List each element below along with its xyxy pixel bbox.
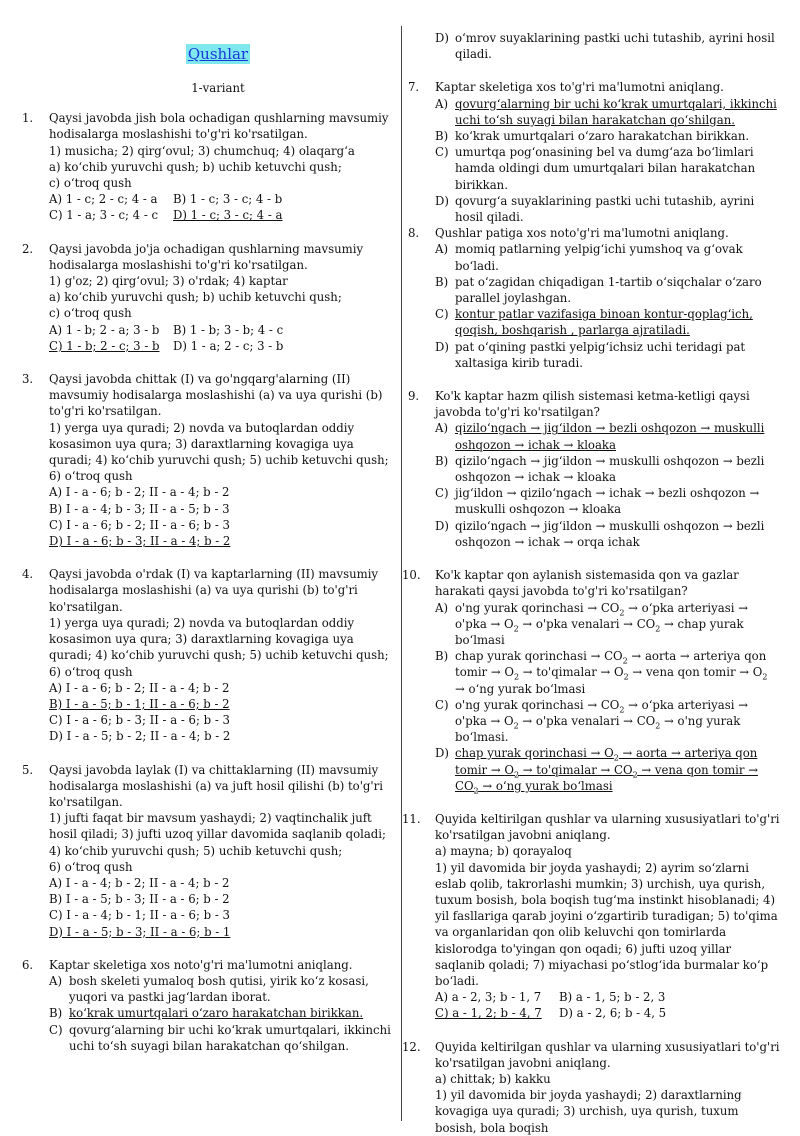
- option-a[interactable]: A) I - a - 6; b - 2; II - a - 4; b - 2: [49, 485, 230, 500]
- question-4: 4. Qaysi javobda o'rdak (I) va kaptarlarning (II) mavsumiy hodisalarga moslashishi (a) va uya qurishi (b) to'g'ri ko'rsatilgan. 1) yerga uya quradi; 2) novda va butoqlardan oddiy kosasimon uya qura; 3) daraxtlarning kovagiga uya quradi; 4) ko‘chib yuruvchi qush; 5) uchib ketuvchi qush; 6) o‘troq qush A) I - a - 6; b - 2; II - a - 4; b - 2 B) I - a - 5; b - 1; II - a - 6; b - 2 C) I - a - 6; b - 3; II - a - 6; b - 3 D) I - a - 5; b - 2; II - a - 4; b - 2: [22, 566, 394, 744]
- option-b[interactable]: B) pat o‘zagidan chiqadigan 1-tartib o‘siqchalar o‘zaro parallel joylashgan.: [435, 274, 762, 306]
- question-stem: Qaysi javobda chittak (I) va go'ngqarg'alarning (II) mavsumiy hodisalarga moslashishi (a) va uya qurishi (b) to'g'ri ko'rsatilgan.: [49, 372, 383, 419]
- question-stem: Kaptar skeletiga xos to'g'ri ma'lumotni aniqlang.: [435, 80, 724, 95]
- option-a[interactable]: A) bosh skeleti yumaloq bosh qutisi, yirik ko‘z kosasi, yuqori va pastki jag‘lardan iborat.: [49, 973, 369, 1005]
- question-3: 3. Qaysi javobda chittak (I) va go'ngqarg'alarning (II) mavsumiy hodisalarga moslashishi (a) va uya qurishi (b) to'g'ri ko'rsatilgan. 1) yerga uya quradi; 2) novda va butoqlardan oddiy kosasimon uya qura; 3) daraxtlarning kovagiga uya quradi; 4) ko‘chib yuruvchi qush; 5) uchib ketuvchi qush; 6) o‘troq qush A) I - a - 6; b - 2; II - a - 4; b - 2 B) I - a - 4; b - 3; II - a - 5; b - 3 C) I - a - 6; b - 2; II - a - 6; b - 3 D) I - a - 6; b - 3; II - a - 4; b - 2: [22, 371, 394, 549]
- option-d[interactable]: D) o‘mrov suyaklarining pastki uchi tutashib, ayrini hosil qiladi.: [435, 31, 775, 62]
- question-5: 5. Qaysi javobda laylak (I) va chittaklarning (II) mavsumiy hodisalarga moslashishi (a) va juft hosil qilishi (b) to'g'ri ko'rsatilgan. 1) jufti faqat bir mavsum yashaydi; 2) vaqtinchalik juft hosil qiladi; 3) jufti uzoq yillar davomida saqlanib qoladi; 4) ko‘chib yuruvchi qush; 5) uchib ketuvchi qush; 6) o‘troq qush A) I - a - 4; b - 2; II - a - 4; b - 2 B) I - a - 5; b - 3; II - a - 6; b - 2 C) I - a - 4; b - 1; II - a - 6; b - 3 D) I - a - 5; b - 3; II - a - 6; b - 1: [22, 762, 394, 940]
- question-11: 11. Quyida keltirilgan qushlar va ularning xususiyatlari to'g'ri ko'rsatilgan javobni aniqlang. a) mayna; b) qorayaloq 1) yil davomida bir joyda yashaydi; 2) ayrim so‘zlarni eslab qolib, takrorlashi mumkin; 3) urchish, uya qurish, tuxum bosish, bola boqish tug‘ma instinkt hisoblanadi; 4) yil fasllariga qarab joyini o‘zgartirib turadigan; 5) to'qima va organlaridan qon olib keluvchi qon tomirlarda kislorodga to'yingan qon oqadi; 6) jufti uzoq yillar saqlanib qoladi; 7) miyachasi po‘stlog‘ida burmalar ko‘p bo‘ladi. A) a - 2, 3; b - 1, 7 B) a - 1, 5; b - 2, 3 C) a - 1, 2; b - 4, 7 D) a - 2, 6; b - 4, 5: [402, 811, 780, 1021]
- question-stem: Ko'k kaptar hazm qilish sistemasi ketma-ketligi qaysi javobda to'g'ri ko'rsatilgan?: [435, 389, 750, 420]
- question-6: 6. Kaptar skeletiga xos noto'g'ri ma'lumotni aniqlang. A) bosh skeleti yumaloq bosh qutisi, yirik ko‘z kosasi, yuqori va pastki jag‘lardan iborat. B) ko‘krak umurtqalari o‘zaro harakatchan birikkan. C) qovurg‘alarning bir uchi ko‘krak umurtqalari, ikkinchi uchi to‘sh suyagi bilan harakatchan qo‘shilgan.: [22, 957, 394, 1054]
- option-d-correct[interactable]: D) 1 - c; 3 - c; 4 - a: [173, 208, 283, 223]
- question-2: 2. Qaysi javobda jo'ja ochadigan qushlarning mavsumiy hodisalarga moslashishi to'g'ri ko'rsatilgan. 1) g'oz; 2) qirg‘ovul; 3) o'rdak; 4) kaptar a) ko‘chib yuruvchi qush; b) uchib ketuvchi qush; c) o‘troq qush A) 1 - b; 2 - a; 3 - b B) 1 - b; 3 - b; 4 - c C) 1 - b; 2 - c; 3 - b D) 1 - a; 2 - c; 3 - b: [22, 241, 394, 354]
- question-6-continued: [408, 30, 780, 62]
- option-a[interactable]: A) I - a - 6; b - 2; II - a - 4; b - 2: [49, 680, 230, 695]
- question-12: 12. Quyida keltirilgan qushlar va ularning xususiyatlari to'g'ri ko'rsatilgan javobni aniqlang. a) chittak; b) kakku 1) yil davomida bir joyda yashaydi; 2) daraxtlarning kovagiga uya quradi; 3) urchish, uya qurish, tuxum bosish, bola boqish: [402, 1039, 780, 1135]
- question-9: 9. Ko'k kaptar hazm qilish sistemasi ketma-ketligi qaysi javobda to'g'ri ko'rsatilgan? A) qizilo‘ngach → jig‘ildon → bezli oshqozon → muskulli oshqozon → ichak → kloaka B) qizilo‘ngach → jig‘ildon → muskulli oshqozon → bezli oshqozon → ichak → kloaka C) jig‘ildon → qizilo‘ngach → ichak → bezli oshqozon → muskulli oshqozon → kloaka D) qizilo‘ngach → jig‘ildon → muskulli oshqozon → bezli oshqozon → ichak → orqa ichak: [408, 388, 780, 550]
- question-stem: Kaptar skeletiga xos noto'g'ri ma'lumotni aniqlang.: [49, 957, 353, 972]
- question-stem: Quyida keltirilgan qushlar va ularning xususiyatlari to'g'ri ko'rsatilgan javobni aniqlang.: [435, 1039, 780, 1070]
- option-c-correct[interactable]: C) kontur patlar vazifasiga binoan kontur-qoplag‘ich, qoqish, boshqarish , parlarga ajratiladi.: [435, 307, 753, 338]
- option-d-correct[interactable]: D) chap yurak qorinchasi → $O_2$ → aorta → arteriya qon tomir → $O_2$ → to'qimalar → $CO_2$ → vena qon tomir → $CO_2$ → o‘ng yurak bo‘lmasi: [435, 746, 759, 796]
- option-c[interactable]: C) I - a - 6; b - 3; II - a - 6; b - 3: [49, 713, 230, 728]
- option-d-correct[interactable]: D) I - a - 6; b - 3; II - a - 4; b - 2: [49, 534, 231, 549]
- option-b[interactable]: B) chap yurak qorinchasi → $CO_2$ → aorta → arteriya qon tomir → $O_2$ → to'qimalar → $O_2$ → vena qon tomir → $O_2$ → o‘ng yurak bo‘lmasi: [435, 649, 768, 696]
- option-a[interactable]: A) 1 - b; 2 - a; 3 - b: [49, 322, 160, 337]
- option-a[interactable]: A) a - 2, 3; b - 1, 7: [435, 990, 542, 1005]
- option-c[interactable]: C) o'ng yurak qorinchasi → $CO_2$ → o‘pka arteriyasi → $o'pka \to O_2 \to o'pka$ venalari → $CO_2 \to o'ng$ yurak bo‘lmasi.: [435, 697, 748, 745]
- page-title: Qushlar: [187, 45, 249, 63]
- option-a[interactable]: A) o'ng yurak qorinchasi → $CO_2$ → o‘pka arteriyasi → $o'pka \to O_2 \to o'pka$ venalari → $CO_2$ → chap yurak bo‘lmasi: [435, 600, 748, 647]
- option-a[interactable]: A) I - a - 4; b - 2; II - a - 4; b - 2: [49, 875, 230, 890]
- option-c[interactable]: C) 1 - a; 3 - c; 4 - c: [49, 208, 159, 223]
- question-7: 7. Kaptar skeletiga xos to'g'ri ma'lumotni aniqlang. A) qovurg‘alarning bir uchi ko‘krak umurtqalari, ikkinchi uchi to‘sh suyagi bilan harakatchan qo‘shilgan. B) ko‘krak umurtqalari o‘zaro harakatchan birikkan. C) umurtqa pog‘onasining bel va dumg‘aza bo‘limlari hamda oldingi dum umurtqalari bilan harakatchan birikkan. D) qovurg‘a suyaklarining pastki uchi tutashib, ayrini hosil qiladi.: [408, 79, 780, 225]
- question-stem: Qushlar patiga xos noto'g'ri ma'lumotni aniqlang.: [435, 226, 729, 241]
- option-b[interactable]: B) 1 - c; 3 - c; 4 - b: [173, 192, 283, 207]
- option-a-correct[interactable]: A) qovurg‘alarning bir uchi ko‘krak umurtqalari, ikkinchi uchi to‘sh suyagi bilan harakatchan qo‘shilgan.: [435, 96, 777, 127]
- option-c-correct[interactable]: C) a - 1, 2; b - 4, 7: [435, 1006, 542, 1021]
- option-b[interactable]: B) ko‘krak umurtqalari o‘zaro harakatchan birikkan.: [435, 129, 750, 144]
- option-c[interactable]: C) qovurg‘alarning bir uchi ko‘krak umurtqalari, ikkinchi uchi to‘sh suyagi bilan harakatchan qo‘shilgan.: [49, 1022, 391, 1053]
- question-stem: Qaysi javobda laylak (I) va chittaklarning (II) mavsumiy hodisalarga moslashishi (a) va juft hosil qilishi (b) to'g'ri ko'rsatilgan.: [49, 762, 383, 809]
- question-8: 8. Qushlar patiga xos noto'g'ri ma'lumotni aniqlang. A) momiq patlarning yelpig‘ichi yumshoq va g‘ovak bo‘ladi. B) pat o‘zagidan chiqadigan 1-tartib o‘siqchalar o‘zaro parallel joylashgan. C) kontur patlar vazifasiga binoan kontur-qoplag‘ich, qoqish, boshqarish , parlarga ajratiladi. D) pat o‘qining pastki yelpig‘ichsiz uchi teridagi pat xaltasiga kirib turadi.: [408, 225, 780, 371]
- option-b[interactable]: B) qizilo‘ngach → jig‘ildon → muskulli oshqozon → bezli oshqozon → ichak → kloaka: [435, 453, 765, 485]
- option-d[interactable]: D) I - a - 5; b - 2; II - a - 4; b - 2: [49, 729, 231, 744]
- option-d[interactable]: D) a - 2, 6; b - 4, 5: [559, 1006, 667, 1021]
- question-stem: Qaysi javobda jish bola ochadigan qushlarning mavsumiy hodisalarga moslashishi to'g'ri ko'rsatilgan.: [49, 111, 389, 142]
- left-column: [22, 0, 394, 1054]
- option-b[interactable]: B) a - 1, 5; b - 2, 3: [559, 990, 666, 1005]
- option-c[interactable]: C) I - a - 6; b - 2; II - a - 6; b - 3: [49, 517, 230, 532]
- option-c[interactable]: C) jig‘ildon → qizilo‘ngach → ichak → bezli oshqozon → muskulli oshqozon → kloaka: [435, 486, 760, 517]
- question-stem: Quyida keltirilgan qushlar va ularning xususiyatlari to'g'ri ko'rsatilgan javobni aniqlang.: [435, 811, 780, 843]
- option-d[interactable]: D) qizilo‘ngach → jig‘ildon → muskulli oshqozon → bezli oshqozon → ichak → orqa ichak: [435, 518, 765, 549]
- question-stem: Qaysi javobda jo'ja ochadigan qushlarning mavsumiy hodisalarga moslashishi to'g'ri ko'rsatilgan.: [49, 241, 364, 272]
- right-column: [402, 0, 780, 1136]
- option-c[interactable]: C) I - a - 4; b - 1; II - a - 6; b - 3: [49, 908, 230, 923]
- question-1: 1. Qaysi javobda jish bola ochadigan qushlarning mavsumiy hodisalarga moslashishi to'g'ri ko'rsatilgan. 1) musicha; 2) qirg‘ovul; 3) chumchuq; 4) olaqarg‘a a) ko‘chib yuruvchi qush; b) uchib ketuvchi qush; c) o‘troq qush A) 1 - c; 2 - c; 4 - a B) 1 - c; 3 - c; 4 - b C) 1 - a; 3 - c; 4 - c D) 1 - c; 3 - c; 4 - a: [22, 110, 394, 223]
- option-d[interactable]: D) qovurg‘a suyaklarining pastki uchi tutashib, ayrini hosil qiladi.: [435, 193, 755, 225]
- option-b[interactable]: B) I - a - 4; b - 3; II - a - 5; b - 3: [49, 501, 230, 516]
- option-c-correct[interactable]: C) 1 - b; 2 - c; 3 - b: [49, 338, 160, 353]
- variant-label: 1-variant: [191, 81, 245, 95]
- option-b[interactable]: B) 1 - b; 3 - b; 4 - c: [173, 322, 284, 337]
- option-d[interactable]: D) pat o‘qining pastki yelpig‘ichsiz uchi teridagi pat xaltasiga kirib turadi.: [435, 339, 746, 370]
- option-a[interactable]: A) momiq patlarning yelpig‘ichi yumshoq va g‘ovak bo‘ladi.: [435, 242, 743, 273]
- option-d-correct[interactable]: D) I - a - 5; b - 3; II - a - 6; b - 1: [49, 924, 231, 939]
- option-b-correct[interactable]: B) I - a - 5; b - 1; II - a - 6; b - 2: [49, 696, 230, 711]
- option-c[interactable]: C) umurtqa pog‘onasining bel va dumg‘aza bo‘limlari hamda oldingi dum umurtqalari bilan harakatchan birikkan.: [435, 145, 756, 192]
- option-b-correct[interactable]: B) ko‘krak umurtqalari o‘zaro harakatchan birikkan.: [49, 1006, 364, 1021]
- option-a-correct[interactable]: A) qizilo‘ngach → jig‘ildon → bezli oshqozon → muskulli oshqozon → ichak → kloaka: [435, 421, 765, 452]
- question-10: 10. Ko'k kaptar qon aylanish sistemasida qon va gazlar harakati qaysi javobda to'g'ri ko'rsatilgan? A) o'ng yurak qorinchasi → $CO_2$ → o‘pka arteriyasi → $o'pka \to O_2 \to o'pka$ venalari → $CO_2$ → chap yurak bo‘lmasi B) chap yurak qorinchasi → $CO_2$ → aorta → arteriya qon tomir → $O_2$ → to'qimalar → $O_2$ → vena qon tomir → $O_2$ → o‘ng yurak bo‘lmasi C) o'ng yurak qorinchasi → $CO_2$ → o‘pka arteriyasi → $o'pka \to O_2 \to o'pka$ venalari → $CO_2 \to o'ng$ yurak bo‘lmasi. D) chap yurak qorinchasi → $O_2$ → aorta → arteriya qon tomir → $O_2$ → to'qimalar → $CO_2$ → vena qon tomir → $CO_2$ → o‘ng yurak bo‘lmasi: [408, 567, 780, 794]
- question-stem: Ko'k kaptar qon aylanish sistemasida qon va gazlar harakati qaysi javobda to'g'ri ko'rsatilgan?: [435, 568, 739, 599]
- option-a[interactable]: A) 1 - c; 2 - c; 4 - a: [49, 192, 158, 207]
- option-b[interactable]: B) I - a - 5; b - 3; II - a - 6; b - 2: [49, 892, 230, 907]
- question-stem: Qaysi javobda o'rdak (I) va kaptarlarning (II) mavsumiy hodisalarga moslashishi (a) va uya qurishi (b) to'g'ri ko'rsatilgan.: [49, 567, 379, 614]
- option-d[interactable]: D) 1 - a; 2 - c; 3 - b: [173, 338, 284, 353]
